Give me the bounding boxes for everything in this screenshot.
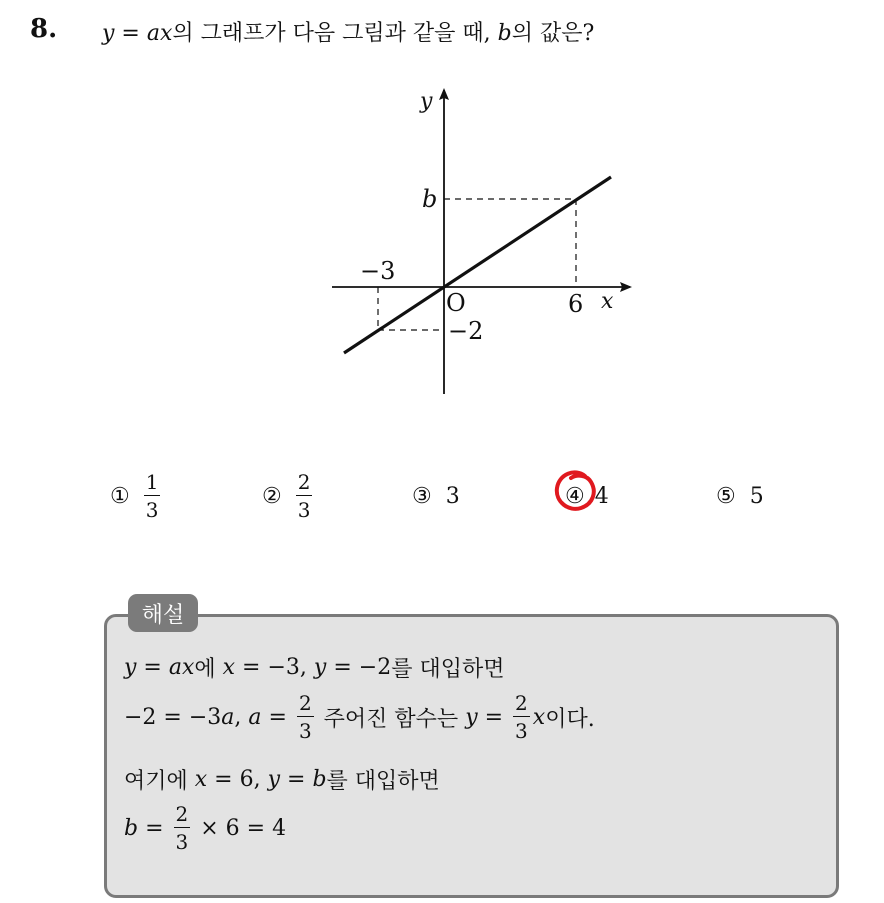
l4-fraction — [174, 804, 191, 852]
choice-4-value: 4 — [594, 483, 609, 509]
l2-eq2: = — [477, 704, 511, 730]
l4-denom: 3 — [175, 830, 189, 854]
choice-3-number: ③ — [412, 483, 432, 509]
l2-fraction-1 — [297, 693, 314, 741]
choice-1-number: ① — [110, 483, 130, 509]
l2-eq: = — [261, 704, 294, 730]
choice-2-fraction — [296, 472, 313, 520]
choice-3-value: 3 — [445, 483, 460, 509]
explanation-tag: 해설 — [128, 594, 198, 632]
choice-1-denominator: 3 — [145, 498, 159, 522]
choice-2[interactable] — [262, 466, 312, 526]
choice-1-fraction — [144, 472, 161, 520]
y-axis-label: y — [420, 89, 433, 114]
l1-xval: = −3, — [235, 655, 314, 680]
eq-equals: = — [114, 21, 147, 46]
choice-5[interactable] — [716, 466, 764, 526]
neg3-label: −3 — [360, 257, 396, 285]
question-b: b — [497, 21, 512, 46]
l1-y: y — [124, 655, 137, 680]
choice-2-denominator: 3 — [297, 498, 311, 522]
choice-3[interactable] — [412, 466, 460, 526]
question-mid: 의 그래프가 다음 그림과 같을 때, — [172, 21, 498, 46]
l2-y: y — [465, 704, 478, 730]
l2-numer-1: 2 — [298, 691, 312, 715]
choice-1[interactable] — [110, 466, 160, 526]
choice-4-number: ④ — [565, 483, 585, 509]
explanation-line-4 — [124, 804, 286, 852]
l2-lhs: −2 = −3 — [124, 704, 222, 730]
x-axis-label: x — [601, 289, 614, 314]
eq-y: y — [102, 21, 115, 46]
function-graph — [320, 82, 640, 402]
l4-rest: × 6 = 4 — [193, 815, 287, 841]
l1-text: 를 대입하면 — [391, 657, 505, 682]
b-label: b — [422, 185, 438, 213]
l3-xval: = 6, — [207, 767, 268, 792]
l4-numer: 2 — [175, 802, 189, 826]
l2-denom-2: 3 — [515, 719, 528, 743]
l3-end: 를 대입하면 — [326, 769, 440, 794]
l3-eq: = — [280, 767, 313, 792]
choice-5-value: 5 — [749, 483, 764, 509]
l3-text: 여기에 — [124, 769, 195, 794]
l2-fraction-2 — [513, 693, 530, 741]
l3-y: y — [267, 767, 281, 792]
l4-b: b — [124, 815, 139, 841]
l2-denom-1: 3 — [298, 719, 312, 743]
l2-numer-2: 2 — [515, 691, 528, 715]
origin-label: O — [446, 289, 466, 317]
choice-2-numerator: 2 — [297, 470, 311, 494]
l2-a2: a — [248, 704, 262, 730]
answer-circle-mark-icon — [553, 468, 599, 514]
l3-b: b — [312, 767, 327, 792]
l2-a1: a — [221, 704, 235, 730]
eq-ax: ax — [146, 21, 173, 46]
l2-comma: , — [234, 704, 249, 730]
l1-e: 에 — [194, 657, 223, 682]
l2-text: 주어진 함수는 — [316, 706, 466, 732]
l1-eq: = — [136, 655, 169, 680]
l4-eq: = — [138, 815, 171, 841]
explanation-line-3 — [124, 764, 440, 795]
l1-ax: ax — [168, 655, 195, 680]
l1-x: x — [222, 655, 236, 680]
l2-end: 이다. — [545, 706, 595, 732]
question-end: 의 값은? — [511, 21, 595, 46]
explanation-line-2 — [124, 693, 595, 741]
question-number: 8. — [30, 14, 58, 44]
question-text — [102, 16, 594, 47]
choice-5-number: ⑤ — [716, 483, 736, 509]
l1-yval: = −2 — [326, 655, 392, 680]
l1-y2: y — [313, 655, 327, 680]
neg2-label: −2 — [448, 317, 484, 345]
explanation-line-1 — [124, 652, 504, 683]
six-label: 6 — [568, 290, 584, 318]
choice-1-numerator: 1 — [145, 470, 159, 494]
l2-x: x — [532, 704, 546, 730]
l3-x: x — [194, 767, 208, 792]
choice-2-number: ② — [262, 483, 282, 509]
